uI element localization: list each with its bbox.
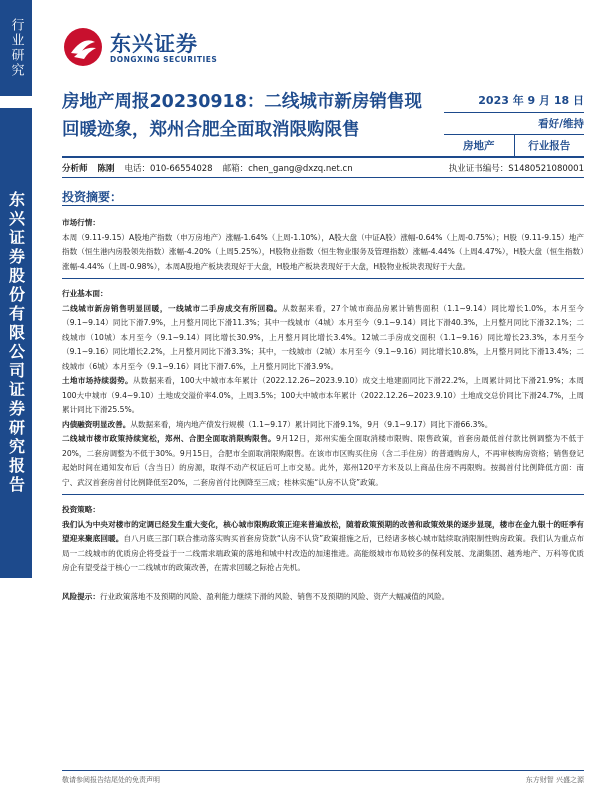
risk-text: 行业政策落地不及预期的风险、盈利能力继续下滑的风险、销售不及预期的风险、资产大幅减值的风险。 (99, 591, 450, 601)
logo-english-name: DONGXING SECURITIES (110, 55, 218, 64)
strategy-lead: 我们认为中央对楼市的定调已经发生重大变化，核心城市限购政策正迎来普遍放松，随着政策预期的改善和政策效果的逐步显现，楼市在金九银十的旺季有望迎来聚底回暖。 (62, 519, 584, 543)
risk-paragraph (62, 590, 584, 605)
strategy-heading: 投资策略： (62, 505, 100, 514)
analyst-name: 陈刚 (97, 163, 115, 174)
risk-lead: 风险提示： (62, 591, 100, 601)
strategy-text: 自八月底三部门联合推动落实购买首套房贷款“认房不认贷”政策措施之后，已经诸多核心城市陆续取消限制性购房政策。我们认为重点布局一二线城市的优质房企将受益于一二线需求端政策的落地和城中村改造的加速推进。高能级城市布局较多的保利发展、龙湖集团、越秀地产、万科等优质房企有望受益于核心一二线城市的政策改善，在需求回暖之际抢占先机。 (62, 534, 584, 572)
report-tags (444, 134, 584, 156)
report-date: 2023 年 9 月 18 日 (444, 92, 584, 113)
policy-text: 9月12日，郑州实施全面取消楼市限购、限售政策，首套房最低首付款比例调整为不低于20%，二套房调整为不低于30%。9月15日，合肥市全面取消限购限售。在该市市区购买住房（含二手住房）的普通购房人，不再审核购房资格；销售登记起始时间在通知发布后（含当日）的房源，取得不动产权证后可上市交易。此外，郑州120平方米及以上商品住房不再限购。按揭首付比例降低方面：南宁、武汉首套房首付比例降低至20%，二套房首付比例降至三成；桂林实施“认房不认贷”政策。 (62, 434, 584, 487)
report-title: 房地产周报20230918：二线城市新房销售现回暖迹象，郑州合肥全面取消限购限售 (62, 92, 422, 140)
analyst-email: 邮箱：chen_gang@dxzq.net.cn (222, 163, 353, 174)
land-lead: 土地市场持续弱势。 (62, 376, 133, 385)
policy-lead: 二线城市楼市政策持续宽松，郑州、合肥全面取消限购限售。 (62, 434, 276, 443)
sidebar-company-label: 东兴证券股份有限公司证券研究报告 (0, 108, 32, 578)
debt-text: 从数据来看，境内地产债发行规模（1.1~9.17）累计同比下滑9.1%，9月（9.1~9.17）同比下滑66.3%。 (130, 419, 493, 429)
page-footer (62, 770, 584, 785)
rating: 看好/维持 (538, 118, 584, 130)
analyst-label: 分析师 (62, 163, 88, 174)
analyst-phone: 电话：010-66554028 (124, 163, 213, 174)
strategy-paragraph (62, 518, 584, 576)
divider (62, 494, 584, 495)
market-heading: 市场行情： (62, 218, 100, 227)
sales-lead: 二线城市新房销售明显回暖，一线城市二手房成交有所回稳。 (62, 303, 283, 313)
fundamentals-heading: 行业基本面： (62, 289, 108, 298)
sales-text: 从数据来看，27个城市商品房累计销售面积（1.1~9.14）同比增长1.0%，本月至今（9.1~9.14）同比下滑7.9%，上月整月同比下滑11.3%；其中一线城市（4城）本月至今（9.1~9.14）同比下滑40.3%，上月整月同比下滑32.1%；二线城市（10城）本月至今（9.1~9.14）同比增长30.9%，上月整月同比增长3.4%。12城二手房成交面积（1.1~9.16）同比增长23.3%，本月至今（9.1~9.16）同比增长2.2%，上月整月同比下滑3.3%；其中，一线城市（2城）本月至今（9.1~9.16）同比增长10.8%，上月整月同比下滑13.4%；二线城市（6城）本月至今（9.1~9.16）同比下滑7.6%，上月整月同比下滑3.9%。 (62, 303, 584, 371)
section-title: 投资摘要： (62, 190, 123, 204)
report-meta-box (444, 92, 584, 156)
tag-industry: 房地产 (463, 140, 495, 152)
analyst-bar (62, 156, 584, 178)
sidebar (0, 0, 32, 800)
analyst-cert: 执业证书编号：S1480521080001 (448, 163, 584, 174)
sidebar-category-label: 行业研究 (0, 0, 32, 96)
footer-slogan: 东方财智 兴盛之源 (525, 776, 584, 784)
divider (62, 278, 584, 279)
market-paragraph: 本周（9.11-9.15）A股地产指数（申万房地产）涨幅-1.64%（上周-1.10%），A股大盘（中证A股）涨幅-0.64%（上周-0.75%）；H股（9.11-9.15）地产指数（恒生港内房股领先指数）涨幅-4.20%（上周5.25%），H股物业指数（恒生物业服务及管理指数）涨幅-4.44%（上周4.47%），H股大盘（恒生指数）涨幅-4.44%（上周-0.98%），本周A股地产板块表现好于大盘，H股地产板块表现好于大盘，H股物业板块表现好于大盘。 (62, 232, 584, 271)
sales-paragraph (62, 302, 584, 375)
logo-chinese-name: 东兴证券 (110, 32, 198, 56)
company-logo (62, 26, 232, 70)
land-paragraph (62, 374, 584, 418)
tag-report-type: 行业报告 (514, 135, 585, 156)
logo-mark-icon (62, 26, 104, 68)
section-divider (62, 205, 584, 206)
debt-paragraph (62, 418, 584, 433)
footer-disclaimer: 敬请参阅报告结尾处的免责声明 (62, 776, 160, 784)
land-text: 从数据来看，100大中城市本年累计（2022.12.26~2023.9.10）成交土地建面同比下滑22.2%，上周累计同比下滑21.9%；本周100大中城市（9.4~9.10）土地成交溢价率4.0%，上周3.5%；100大中城市本年累计（2022.12.26~2023.9.10）土地成交总价同比下滑24.7%，上周累计同比下滑25.5%。 (62, 376, 584, 414)
debt-lead: 内债融资明显改善。 (62, 419, 131, 429)
policy-paragraph (62, 432, 584, 490)
summary-body (62, 208, 584, 604)
